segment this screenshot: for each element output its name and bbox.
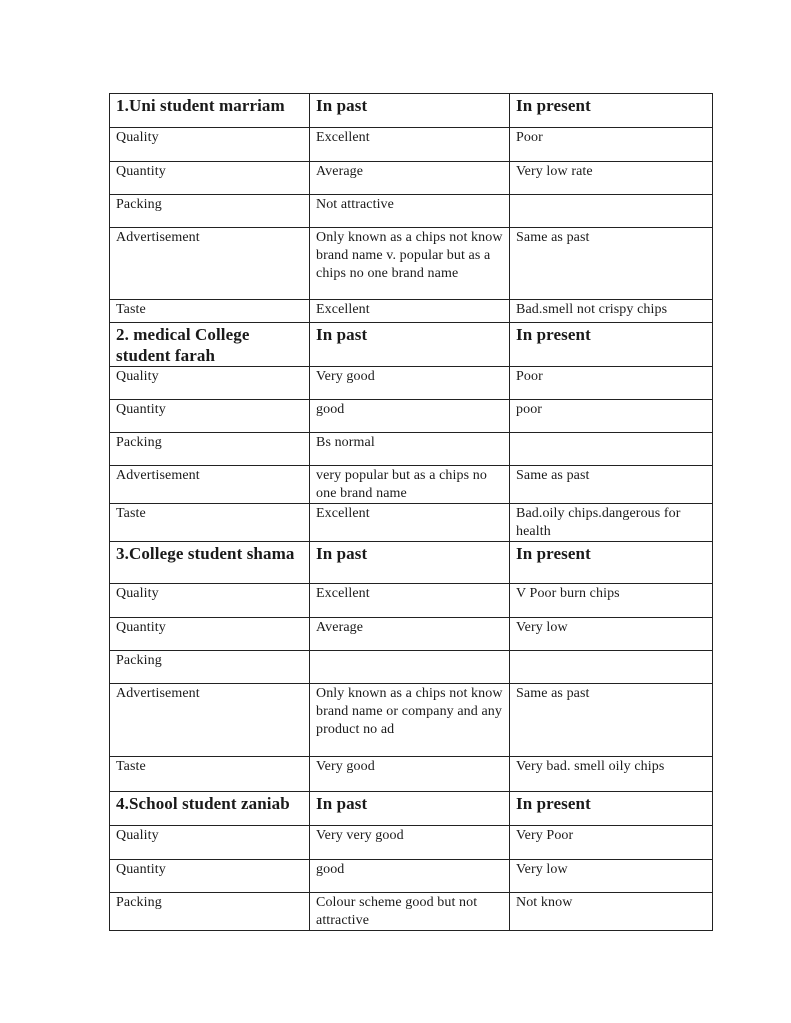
attribute-cell: Packing [110, 433, 310, 466]
past-cell: Only known as a chips not know brand name or company and any product no ad [310, 684, 510, 757]
table-row [110, 757, 713, 792]
table-row [110, 367, 713, 400]
table-row [110, 618, 713, 651]
attribute-cell: Packing [110, 195, 310, 228]
survey-table [109, 93, 713, 931]
attribute-cell: Quantity [110, 618, 310, 651]
past-cell: Excellent [310, 300, 510, 323]
past-cell: Average [310, 618, 510, 651]
past-column-heading: In past [310, 323, 510, 367]
present-column-heading: In present [510, 94, 713, 128]
present-cell: Very Poor [510, 826, 713, 860]
table-row [110, 504, 713, 542]
past-cell: Only known as a chips not know brand name v. popular but as a chips no one brand name [310, 228, 510, 300]
past-cell: Bs normal [310, 433, 510, 466]
table-row [110, 162, 713, 195]
table-row [110, 684, 713, 757]
past-column-heading: In past [310, 542, 510, 584]
past-cell: good [310, 400, 510, 433]
attribute-cell: Packing [110, 651, 310, 684]
past-cell: Very very good [310, 826, 510, 860]
present-cell: Not know [510, 893, 713, 931]
table-row [110, 651, 713, 684]
table-row [110, 300, 713, 323]
present-cell: Poor [510, 367, 713, 400]
present-cell: Bad.smell not crispy chips [510, 300, 713, 323]
present-cell [510, 195, 713, 228]
present-column-heading: In present [510, 542, 713, 584]
present-column-heading: In present [510, 792, 713, 826]
table-row [110, 228, 713, 300]
section-header-row [110, 792, 713, 826]
section-header-row [110, 94, 713, 128]
table-row [110, 826, 713, 860]
present-cell [510, 433, 713, 466]
section-title: 4.School student zaniab [110, 792, 310, 826]
attribute-cell: Advertisement [110, 466, 310, 504]
present-cell: poor [510, 400, 713, 433]
present-cell: Same as past [510, 466, 713, 504]
past-cell: Excellent [310, 504, 510, 542]
section-title: 2. medical College student farah [110, 323, 310, 367]
section-header-row [110, 542, 713, 584]
attribute-cell: Quality [110, 128, 310, 162]
table-row [110, 433, 713, 466]
table-row [110, 893, 713, 931]
table-row [110, 860, 713, 893]
attribute-cell: Quality [110, 826, 310, 860]
present-cell: Very low rate [510, 162, 713, 195]
section-header-row [110, 323, 713, 367]
attribute-cell: Quantity [110, 162, 310, 195]
attribute-cell: Quantity [110, 860, 310, 893]
attribute-cell: Advertisement [110, 228, 310, 300]
past-cell: Excellent [310, 584, 510, 618]
past-column-heading: In past [310, 792, 510, 826]
attribute-cell: Taste [110, 300, 310, 323]
table-row [110, 466, 713, 504]
table-row [110, 128, 713, 162]
present-cell: Bad.oily chips.dangerous for health [510, 504, 713, 542]
past-cell: good [310, 860, 510, 893]
section-title: 1.Uni student marriam [110, 94, 310, 128]
attribute-cell: Packing [110, 893, 310, 931]
present-cell: Very low [510, 618, 713, 651]
attribute-cell: Quantity [110, 400, 310, 433]
attribute-cell: Taste [110, 757, 310, 792]
past-column-heading: In past [310, 94, 510, 128]
table-row [110, 584, 713, 618]
table-row [110, 400, 713, 433]
present-cell: Very bad. smell oily chips [510, 757, 713, 792]
present-cell: Poor [510, 128, 713, 162]
section-title: 3.College student shama [110, 542, 310, 584]
past-cell: very popular but as a chips no one brand name [310, 466, 510, 504]
past-cell: Excellent [310, 128, 510, 162]
table-row [110, 195, 713, 228]
present-cell: Very low [510, 860, 713, 893]
attribute-cell: Quality [110, 584, 310, 618]
attribute-cell: Quality [110, 367, 310, 400]
present-column-heading: In present [510, 323, 713, 367]
present-cell: Same as past [510, 228, 713, 300]
present-cell [510, 651, 713, 684]
attribute-cell: Taste [110, 504, 310, 542]
past-cell: Very good [310, 367, 510, 400]
past-cell: Average [310, 162, 510, 195]
present-cell: V Poor burn chips [510, 584, 713, 618]
past-cell [310, 651, 510, 684]
present-cell: Same as past [510, 684, 713, 757]
attribute-cell: Advertisement [110, 684, 310, 757]
past-cell: Colour scheme good but not attractive [310, 893, 510, 931]
past-cell: Not attractive [310, 195, 510, 228]
past-cell: Very good [310, 757, 510, 792]
